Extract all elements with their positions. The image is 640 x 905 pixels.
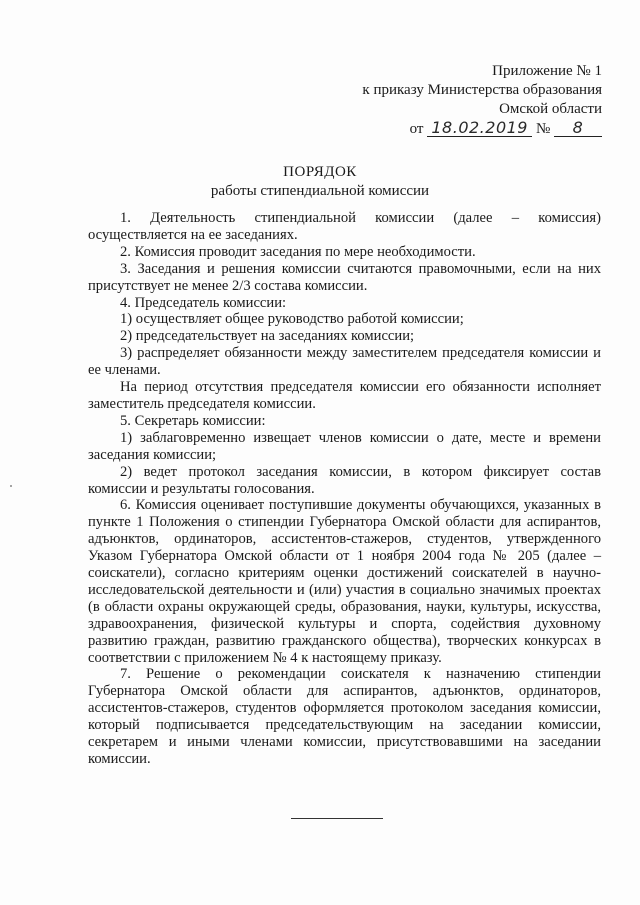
- handwritten-order-number: 8: [554, 120, 602, 137]
- paragraph: 3. Заседания и решения комиссии считаются правомочными, если на них присутствует не менее 2/3 состава комиссии.: [88, 260, 601, 294]
- paragraph: 3) распределяет обязанности между заместителем председателя комиссии и ее членами.: [88, 345, 601, 379]
- paragraph: 1) осуществляет общее руководство работой комиссии;: [120, 311, 464, 328]
- paragraph: 2) ведет протокол заседания комиссии, в котором фиксирует состав комиссии и результаты голосования.: [88, 463, 601, 497]
- order-reference: к приказу Министерства образования: [362, 82, 602, 98]
- paragraph: 4. Председатель комиссии:: [120, 294, 287, 311]
- title-subtitle: работы стипендиальной комиссии: [210, 183, 430, 199]
- number-prefix: №: [535, 121, 551, 137]
- paragraph: На период отсутствия председателя комиссии его обязанности исполняет заместитель председателя комиссии.: [88, 379, 601, 412]
- scan-speck: [10, 485, 12, 487]
- attachment-number: Приложение № 1: [492, 63, 602, 79]
- paragraph: 7. Решение о рекомендации соискателя к назначению стипендии Губернатора Омской области для аспирантов, адъюнктов, ординаторов, ассистентов-стажеров, студентов оформляется протоколом заседания комиссии, который подписывается председательствующим на заседании комиссии, секретарем и иными членами комиссии, присутствовавшими на заседании комиссии.: [88, 666, 601, 767]
- date-number-line: [362, 120, 602, 139]
- region-name: Омской области: [499, 101, 602, 117]
- title-main: ПОРЯДОК: [283, 164, 357, 180]
- paragraph: 5. Секретарь комиссии:: [120, 412, 266, 429]
- document-title: [0, 163, 640, 201]
- handwritten-date: 18.02.2019: [427, 120, 532, 137]
- paragraph: 2. Комиссия проводит заседания по мере необходимости.: [120, 243, 476, 260]
- paragraph: 1) заблаговременно извещает членов комиссии о дате, месте и времени заседания комиссии;: [88, 429, 601, 463]
- document-body: [88, 210, 601, 768]
- paragraph: 6. Комиссия оценивает поступившие документы обучающихся, указанных в пункте 1 Положения о стипендии Губернатора Омской области для аспирантов, адъюнктов, ординаторов, ассистентов-стажеров, студентов, утвержденного Указом Губернатора Омской области от 1 ноября 2004 года № 205 (далее – соискатели), согласно критериям оценки достижений соискателей в научно-исследовательской деятельности и (или) участия в социально значимых проектах (в области охраны окружающей среды, образования, науки, культуры, искусства, здравоохранения, физической культуры и спорта, содействия духовному развитию граждан, развитию гражданского общества), творческих конкурсах в соответствии с приложением № 4 к настоящему приказу.: [88, 497, 601, 666]
- paragraph: 1. Деятельность стипендиальной комиссии (далее – комиссия) осуществляется на ее заседаниях.: [88, 210, 601, 243]
- end-of-document-rule: [291, 818, 383, 819]
- paragraph: 2) председательствует на заседаниях комиссии;: [120, 328, 415, 345]
- attachment-header: [362, 62, 602, 139]
- date-prefix: от: [409, 121, 424, 137]
